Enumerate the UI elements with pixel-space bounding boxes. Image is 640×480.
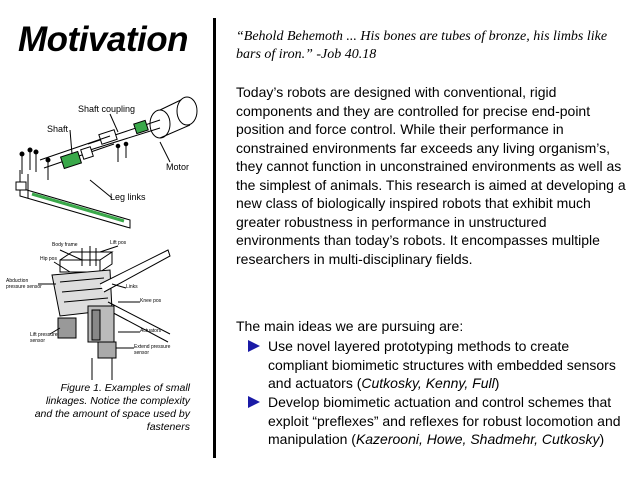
leg-mechanism-drawing — [38, 246, 170, 380]
slide-title: Motivation — [18, 20, 188, 59]
bullet-item — [248, 337, 632, 393]
figure-caption: Figure 1. Examples of small linkages. Notice the complexity and the amount of space used by fasteners — [34, 382, 190, 433]
bullet-text: Use novel layered prototyping methods to create compliant biomimetic structures with embedded sensors and actuators ( — [268, 338, 616, 391]
label-lift-pos: Lift pos — [110, 240, 127, 246]
motivation-paragraph: Today’s robots are designed with conventional, rigid components and they are controlled for precise end-point position and force control. While their performance in constrained environments far exceeds any living organism’s, they cannot function in unconstrained environments as well as the simplest of animals. This research is aimed at developing a new class of biologically inspired robots that exhibit much greater robustness in performance in unstructured environments than today’s robots. It encompasses multiple researchers in multi-disciplinary fields. — [236, 84, 626, 267]
bullet-researchers: Kazerooni, Howe, Shadmehr, Cutkosky — [355, 431, 600, 447]
label-extend-pressure-sensor: Extend pressure sensor — [134, 344, 171, 356]
bullet-close-paren: ) — [599, 431, 605, 447]
figure-linkages — [0, 70, 212, 380]
vertical-divider — [213, 18, 216, 458]
bullet-item — [248, 393, 632, 449]
label-knee-pos: Knee pos — [140, 298, 162, 304]
label-abduction-sensor: Abduction pressure sensor — [6, 278, 42, 290]
label-leg-links: Leg links — [110, 192, 146, 202]
bible-quote: “Behold Behemoth ... His bones are tubes of bronze, his limbs like bars of iron.” -Job 40.18 — [236, 29, 608, 62]
bullet-close-paren: ) — [494, 375, 500, 391]
label-lift-pressure-sensor: Lift pressure sensor — [30, 332, 58, 344]
label-actuators: Actuators — [140, 328, 162, 334]
label-shaft: Shaft — [47, 124, 69, 134]
label-motor: Motor — [166, 162, 190, 172]
bullet-researchers: Cutkosky, Kenny, Full — [361, 375, 495, 391]
bullet-text: Develop biomimetic actuation and control schemes that exploit “preflexes” and reflexes for robust locomotion and manipulation ( — [268, 394, 621, 447]
triangle-bullet-icon — [248, 340, 260, 352]
label-hip-pos: Hip pos — [40, 256, 57, 262]
main-ideas-heading: The main ideas we are pursuing are: — [236, 318, 464, 334]
label-body-frame: Body frame — [52, 242, 78, 248]
label-shaft-coupling: Shaft coupling — [78, 104, 136, 114]
triangle-bullet-icon — [248, 396, 260, 408]
label-links: Links — [126, 284, 138, 290]
